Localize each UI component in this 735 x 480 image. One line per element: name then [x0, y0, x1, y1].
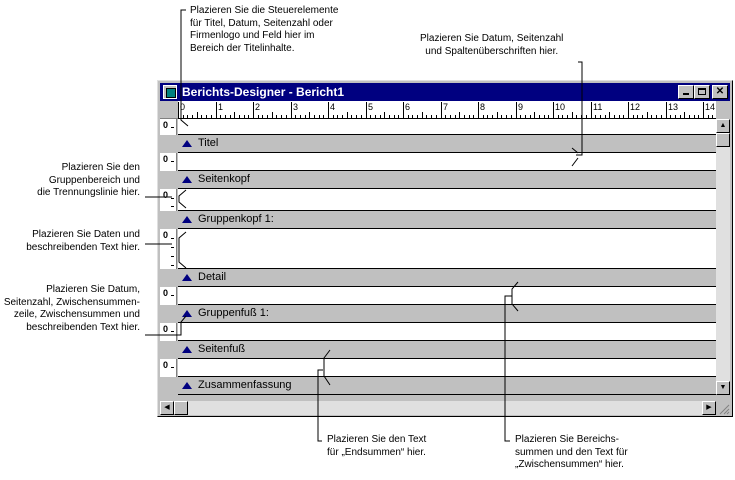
ruler-tick: [558, 115, 559, 118]
ruler-tick: [426, 115, 427, 118]
ruler-tick: [703, 102, 704, 118]
ruler-tick: [708, 115, 709, 118]
band-group-footer[interactable]: [178, 287, 716, 305]
vruler-segment-detail: [160, 229, 177, 269]
section-header-group-header[interactable]: [178, 211, 716, 229]
ruler-tick: [281, 115, 282, 118]
ruler-tick: [351, 115, 352, 118]
ruler-tick: [286, 115, 287, 118]
section-header-title[interactable]: [178, 135, 716, 153]
vruler-segment-title: [160, 119, 177, 135]
ruler-number: 0: [180, 102, 186, 112]
title-bar[interactable]: [160, 83, 730, 101]
arrow-up-icon: ▲: [719, 122, 727, 129]
ruler-tick: [637, 115, 638, 118]
ruler-tick: [586, 115, 587, 118]
ruler-number: 4: [330, 102, 336, 112]
ruler-tick: [544, 115, 545, 118]
app-icon[interactable]: [163, 85, 177, 99]
ruler-number: 13: [668, 102, 679, 112]
ruler-tick: [234, 112, 235, 118]
ruler-tick: [548, 115, 549, 118]
section-collapse-icon[interactable]: [182, 216, 192, 223]
ruler-tick: [455, 115, 456, 118]
callout-page-header: Plazieren Sie Datum, Seitenzahl und Spaltenüberschriften hier.: [420, 33, 564, 57]
ruler-tick: [431, 115, 432, 118]
ruler-number: 10: [555, 102, 566, 112]
vruler-segment-summary: [160, 359, 177, 377]
ruler-tick: [201, 115, 202, 118]
ruler-tick: [305, 115, 306, 118]
section-label: Seitenkopf: [198, 173, 250, 185]
ruler-tick: [633, 115, 634, 118]
ruler-tick: [581, 115, 582, 118]
ruler-tick: [478, 102, 479, 118]
vruler-zero-label: 0: [163, 190, 169, 200]
ruler-tick: [375, 115, 376, 118]
ruler-tick: [248, 115, 249, 118]
ruler-tick: [347, 112, 348, 118]
ruler-tick: [295, 115, 296, 118]
ruler-tick: [619, 115, 620, 118]
ruler-tick: [333, 115, 334, 118]
ruler-tick: [520, 115, 521, 118]
ruler-tick: [525, 115, 526, 118]
ruler-tick: [600, 115, 601, 118]
resize-grip-icon[interactable]: [716, 401, 730, 415]
ruler-tick: [216, 102, 217, 118]
band-title[interactable]: [178, 119, 716, 135]
report-designer-window: [157, 80, 733, 417]
ruler-tick: [591, 102, 592, 118]
ruler-tick: [628, 102, 629, 118]
window-title: Berichts-Designer - Bericht1: [182, 85, 345, 99]
callout-subtotal: Plazieren Sie Bereichs- summen und den Text für „Zwischensummen“ hier.: [515, 434, 628, 470]
scroll-up-button[interactable]: [716, 119, 730, 133]
ruler-tick: [469, 115, 470, 118]
section-label: Zusammenfassung: [198, 379, 292, 391]
ruler-tick: [314, 115, 315, 118]
section-header-page-footer[interactable]: [178, 341, 716, 359]
ruler-tick: [417, 115, 418, 118]
vruler-zero-label: 0: [163, 324, 169, 334]
ruler-tick: [211, 115, 212, 118]
section-label: Titel: [198, 137, 219, 149]
ruler-tick: [450, 115, 451, 118]
ruler-tick: [253, 102, 254, 118]
vruler-zero-label: 0: [163, 230, 169, 240]
ruler-tick: [506, 115, 507, 118]
ruler-tick: [398, 115, 399, 118]
ruler-tick: [534, 112, 535, 118]
ruler-tick: [516, 102, 517, 118]
maximize-icon: [698, 88, 706, 95]
close-button[interactable]: [712, 85, 728, 99]
ruler-tick: [680, 115, 681, 118]
horizontal-ruler[interactable]: [178, 101, 716, 119]
band-page-footer[interactable]: [178, 323, 716, 341]
ruler-number: 2: [255, 102, 261, 112]
ruler-tick: [239, 115, 240, 118]
ruler-tick: [197, 112, 198, 118]
band-group-header[interactable]: [178, 189, 716, 211]
ruler-tick: [187, 115, 188, 118]
close-icon: ✕: [715, 86, 725, 97]
ruler-tick: [684, 112, 685, 118]
ruler-tick: [492, 115, 493, 118]
ruler-tick: [511, 115, 512, 118]
ruler-tick: [497, 112, 498, 118]
ruler-tick: [356, 115, 357, 118]
ruler-tick: [464, 115, 465, 118]
ruler-tick: [342, 115, 343, 118]
ruler-number: 3: [293, 102, 299, 112]
ruler-tick: [337, 115, 338, 118]
ruler-tick: [666, 102, 667, 118]
ruler-tick: [487, 115, 488, 118]
horizontal-scroll-thumb[interactable]: [174, 401, 188, 415]
section-label: Gruppenkopf 1:: [198, 213, 274, 225]
ruler-tick: [609, 112, 610, 118]
ruler-tick: [473, 115, 474, 118]
section-label: Detail: [198, 271, 227, 283]
ruler-tick: [562, 115, 563, 118]
ruler-tick: [225, 115, 226, 118]
ruler-tick: [614, 115, 615, 118]
ruler-tick: [689, 115, 690, 118]
ruler-tick: [403, 102, 404, 118]
vruler-segment-page-header: [160, 153, 177, 171]
ruler-tick: [712, 115, 713, 118]
minimize-icon: [683, 93, 689, 95]
ruler-tick: [192, 115, 193, 118]
ruler-tick: [553, 102, 554, 118]
minimize-button[interactable]: [678, 85, 694, 99]
ruler-tick: [361, 115, 362, 118]
maximize-button[interactable]: [694, 85, 710, 99]
ruler-tick: [670, 115, 671, 118]
ruler-tick: [370, 115, 371, 118]
ruler-tick: [276, 115, 277, 118]
ruler-tick: [389, 115, 390, 118]
section-label: Gruppenfuß 1:: [198, 307, 269, 319]
ruler-tick: [323, 115, 324, 118]
section-collapse-icon[interactable]: [182, 274, 192, 281]
vruler-zero-label: 0: [163, 288, 169, 298]
ruler-tick: [319, 115, 320, 118]
ruler-tick: [262, 115, 263, 118]
designer-client-area: [160, 101, 730, 415]
ruler-tick: [384, 112, 385, 118]
ruler-number: 1: [218, 102, 224, 112]
ruler-tick: [309, 112, 310, 118]
ruler-tick: [291, 102, 292, 118]
ruler-tick: [661, 115, 662, 118]
horizontal-scrollbar[interactable]: [160, 401, 716, 415]
ruler-tick: [698, 115, 699, 118]
ruler-number: 14: [705, 102, 716, 112]
scroll-left-button[interactable]: [160, 401, 174, 415]
ruler-number: 11: [593, 102, 603, 112]
ruler-tick: [436, 115, 437, 118]
ruler-tick: [244, 115, 245, 118]
ruler-tick: [178, 102, 179, 118]
callout-group-header: Plazieren Sie den Gruppenbereich und die Trennungslinie hier.: [37, 162, 140, 198]
vruler-segment-group-footer: [160, 287, 177, 305]
ruler-tick: [530, 115, 531, 118]
section-header-detail[interactable]: [178, 269, 716, 287]
section-collapse-icon[interactable]: [182, 382, 192, 389]
ruler-number: 5: [368, 102, 374, 112]
ruler-tick: [694, 115, 695, 118]
ruler-tick: [408, 115, 409, 118]
ruler-number: 12: [630, 102, 641, 112]
ruler-number: 8: [480, 102, 486, 112]
ruler-tick: [539, 115, 540, 118]
ruler-tick: [651, 115, 652, 118]
ruler-tick: [441, 102, 442, 118]
section-collapse-icon[interactable]: [182, 346, 192, 353]
ruler-tick: [605, 115, 606, 118]
ruler-tick: [183, 115, 184, 118]
callout-title-section: Plazieren Sie die Steuerelemente für Titel, Datum, Seitenzahl oder Firmenlogo und Feld hier im Bereich der Titelinhalte.: [190, 5, 339, 54]
vertical-scrollbar[interactable]: [716, 119, 730, 395]
ruler-tick: [572, 112, 573, 118]
ruler-tick: [656, 115, 657, 118]
vertical-ruler: [160, 119, 178, 395]
ruler-number: 9: [518, 102, 524, 112]
ruler-tick: [366, 102, 367, 118]
callout-summary: Plazieren Sie den Text für „Endsummen“ hier.: [327, 434, 427, 458]
vertical-scroll-thumb[interactable]: [716, 133, 730, 147]
ruler-tick: [422, 112, 423, 118]
section-header-page-header[interactable]: [178, 171, 716, 189]
ruler-tick: [267, 115, 268, 118]
ruler-tick: [576, 115, 577, 118]
callout-detail: Plazieren Sie Daten und beschreibenden Text hier.: [26, 229, 140, 253]
section-header-summary[interactable]: [178, 377, 716, 395]
arrow-right-icon: ▶: [706, 404, 712, 411]
ruler-tick: [647, 112, 648, 118]
ruler-tick: [501, 115, 502, 118]
ruler-tick: [675, 115, 676, 118]
ruler-tick: [394, 115, 395, 118]
band-detail[interactable]: [178, 229, 716, 269]
ruler-tick: [328, 102, 329, 118]
ruler-tick: [623, 115, 624, 118]
arrow-down-icon: ▼: [719, 384, 727, 391]
ruler-tick: [445, 115, 446, 118]
ruler-tick: [567, 115, 568, 118]
vruler-segment-group-header: [160, 189, 177, 211]
arrow-left-icon: ◀: [164, 404, 170, 411]
ruler-tick: [459, 112, 460, 118]
section-header-group-footer[interactable]: [178, 305, 716, 323]
scroll-right-button[interactable]: [702, 401, 716, 415]
vruler-zero-label: 0: [163, 154, 169, 164]
section-collapse-icon[interactable]: [182, 140, 192, 147]
scroll-down-button[interactable]: [716, 381, 730, 395]
ruler-tick: [230, 115, 231, 118]
ruler-tick: [220, 115, 221, 118]
ruler-tick: [483, 115, 484, 118]
ruler-tick: [380, 115, 381, 118]
band-page-header[interactable]: [178, 153, 716, 171]
vruler-segment-page-footer: [160, 323, 177, 341]
ruler-corner: [160, 101, 178, 119]
ruler-tick: [595, 115, 596, 118]
callout-group-footer: Plazieren Sie Datum, Seitenzahl, Zwischensummen- zeile, Zwischensummen und beschreibenden Text hier.: [3, 284, 140, 333]
vruler-zero-label: 0: [163, 360, 169, 370]
ruler-tick: [300, 115, 301, 118]
ruler-tick: [206, 115, 207, 118]
report-design-surface: [178, 119, 716, 395]
ruler-tick: [412, 115, 413, 118]
ruler-number: 6: [405, 102, 411, 112]
ruler-tick: [258, 115, 259, 118]
section-label: Seitenfuß: [198, 343, 246, 355]
section-collapse-icon[interactable]: [182, 176, 192, 183]
vruler-zero-label: 0: [163, 120, 169, 130]
ruler-tick: [642, 115, 643, 118]
band-summary[interactable]: [178, 359, 716, 377]
section-collapse-icon[interactable]: [182, 310, 192, 317]
ruler-tick: [272, 112, 273, 118]
ruler-number: 7: [443, 102, 449, 112]
